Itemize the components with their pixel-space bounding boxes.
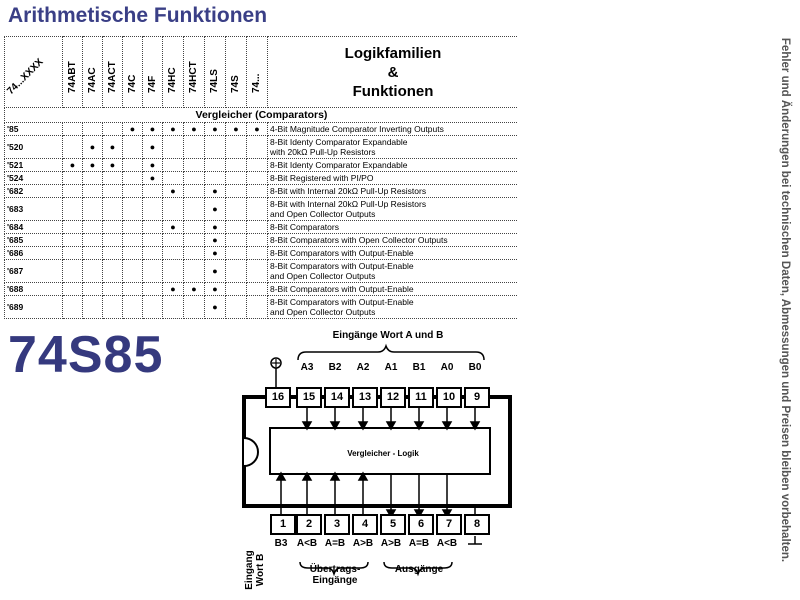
top-group-label: Eingänge Wort A und B	[332, 330, 444, 341]
availability-dot: ●	[205, 185, 226, 198]
availability-dot: ●	[143, 123, 163, 136]
empty-cell	[63, 260, 83, 283]
top-pin-label: A3	[300, 362, 314, 373]
family-header: 74ACT	[103, 37, 123, 108]
empty-cell	[123, 283, 143, 296]
empty-cell	[163, 260, 184, 283]
empty-cell	[123, 247, 143, 260]
empty-cell	[83, 283, 103, 296]
top-pin-label: B1	[412, 362, 426, 373]
bottom-pin-label: B3	[274, 538, 288, 549]
table-row	[5, 296, 519, 319]
availability-dot: ●	[205, 283, 226, 296]
availability-dot: ●	[163, 283, 184, 296]
empty-cell	[63, 172, 83, 185]
top-pin: 12	[380, 387, 406, 408]
part-code: '682	[5, 185, 63, 198]
availability-dot: ●	[63, 159, 83, 172]
part-code: '524	[5, 172, 63, 185]
header-line-2: &	[387, 63, 399, 81]
availability-dot: ●	[143, 159, 163, 172]
part-code: '689	[5, 296, 63, 319]
empty-cell	[163, 136, 184, 159]
bottom-pin: 6	[408, 514, 434, 535]
top-pin-label: B0	[468, 362, 482, 373]
empty-cell	[163, 247, 184, 260]
availability-dot: ●	[143, 136, 163, 159]
empty-cell	[103, 296, 123, 319]
empty-cell	[184, 198, 205, 221]
chip-notch	[244, 438, 258, 466]
empty-cell	[103, 260, 123, 283]
bottom-pin: 2	[296, 514, 322, 535]
empty-cell	[63, 221, 83, 234]
description-line-2: and Open Collector Outputs	[270, 209, 376, 219]
empty-cell	[247, 283, 268, 296]
empty-cell	[123, 159, 143, 172]
empty-cell	[247, 260, 268, 283]
function-description	[268, 283, 519, 296]
empty-cell	[247, 185, 268, 198]
family-header: 74AC	[83, 37, 103, 108]
table-row	[5, 260, 519, 283]
empty-cell	[247, 234, 268, 247]
empty-cell	[163, 159, 184, 172]
empty-cell	[247, 198, 268, 221]
empty-cell	[247, 247, 268, 260]
empty-cell	[83, 296, 103, 319]
availability-dot: ●	[184, 123, 205, 136]
top-pin: 13	[352, 387, 378, 408]
availability-dot: ●	[103, 159, 123, 172]
empty-cell	[226, 296, 247, 319]
description-line-2: and Open Collector Outputs	[270, 307, 376, 317]
description-line-1: 8-Bit with Internal 20kΩ Pull-Up Resistors	[270, 186, 427, 196]
cascade-label-1: Übertrags-	[309, 564, 361, 575]
empty-cell	[184, 185, 205, 198]
part-code: '686	[5, 247, 63, 260]
function-description	[268, 260, 519, 283]
empty-cell	[63, 185, 83, 198]
logic-label: Vergleicher - Logik	[347, 449, 419, 458]
empty-cell	[103, 185, 123, 198]
description-line-1: 8-Bit Comparators with Open Collector Outputs	[270, 235, 448, 245]
table-row	[5, 283, 519, 296]
family-header: 74LS	[205, 37, 226, 108]
part-code: '520	[5, 136, 63, 159]
top-pin-label: A2	[356, 362, 370, 373]
bottom-pin: 5	[380, 514, 406, 535]
table-row	[5, 172, 519, 185]
family-header: 74ABT	[63, 37, 83, 108]
empty-cell	[226, 159, 247, 172]
description-line-1: 8-Bit Comparators with Output-Enable	[270, 297, 414, 307]
description-line-1: 8-Bit Comparators with Output-Enable	[270, 284, 414, 294]
empty-cell	[83, 247, 103, 260]
family-header: 74HCT	[184, 37, 205, 108]
top-pin: 16	[265, 387, 291, 408]
empty-cell	[143, 221, 163, 234]
empty-cell	[123, 185, 143, 198]
description-line-1: 8-Bit Comparators with Output-Enable	[270, 261, 414, 271]
empty-cell	[63, 198, 83, 221]
empty-cell	[63, 296, 83, 319]
bottom-pin-label: A=B	[324, 538, 346, 549]
part-code: '521	[5, 159, 63, 172]
function-description	[268, 123, 519, 136]
ground-symbol	[468, 536, 482, 544]
bottom-pin: 8	[464, 514, 490, 535]
function-header	[268, 37, 519, 108]
table-row	[5, 123, 519, 136]
empty-cell	[226, 221, 247, 234]
availability-dot: ●	[163, 221, 184, 234]
section-title: Vergleicher (Comparators)	[5, 108, 519, 123]
empty-cell	[163, 234, 184, 247]
empty-cell	[103, 283, 123, 296]
empty-cell	[205, 159, 226, 172]
logic-family-table	[4, 36, 518, 326]
empty-cell	[226, 198, 247, 221]
bottom-pin-label: A>B	[352, 538, 374, 549]
empty-cell	[123, 234, 143, 247]
side-disclaimer-text: Fehler und Änderungen bei technischen Daten, Abmessungen und Preisen bleiben vorbehalten.	[779, 37, 791, 563]
empty-cell	[143, 234, 163, 247]
empty-cell	[184, 296, 205, 319]
availability-dot: ●	[205, 198, 226, 221]
availability-dot: ●	[205, 260, 226, 283]
part-code: '684	[5, 221, 63, 234]
bottom-pin-label: A<B	[436, 538, 458, 549]
part-code: '687	[5, 260, 63, 283]
side-disclaimer	[775, 4, 795, 596]
empty-cell	[184, 221, 205, 234]
empty-cell	[184, 234, 205, 247]
empty-cell	[123, 296, 143, 319]
empty-cell	[63, 136, 83, 159]
description-line-1: 8-Bit Comparators with Output-Enable	[270, 248, 414, 258]
empty-cell	[184, 172, 205, 185]
empty-cell	[83, 123, 103, 136]
empty-cell	[103, 221, 123, 234]
empty-cell	[184, 159, 205, 172]
availability-dot: ●	[83, 159, 103, 172]
function-description	[268, 185, 519, 198]
part-code: '688	[5, 283, 63, 296]
empty-cell	[103, 234, 123, 247]
availability-dot: ●	[83, 136, 103, 159]
empty-cell	[143, 283, 163, 296]
empty-cell	[143, 185, 163, 198]
description-line-1: 8-Bit Registered with PI/PO	[270, 173, 374, 183]
empty-cell	[103, 123, 123, 136]
empty-cell	[103, 198, 123, 221]
bottom-pin: 3	[324, 514, 350, 535]
family-header: 74HC	[163, 37, 184, 108]
empty-cell	[103, 247, 123, 260]
empty-cell	[83, 234, 103, 247]
availability-dot: ●	[205, 221, 226, 234]
bottom-pin-label: A=B	[408, 538, 430, 549]
table-row	[5, 159, 519, 172]
part-code: '85	[5, 123, 63, 136]
top-pin-label: A1	[384, 362, 398, 373]
function-description	[268, 247, 519, 260]
function-description	[268, 198, 519, 221]
top-pin-label: A0	[440, 362, 454, 373]
empty-cell	[123, 260, 143, 283]
table-row	[5, 185, 519, 198]
function-description	[268, 159, 519, 172]
family-header: 74C	[123, 37, 143, 108]
function-description	[268, 296, 519, 319]
empty-cell	[63, 283, 83, 296]
table-row	[5, 247, 519, 260]
description-line-2: and Open Collector Outputs	[270, 271, 376, 281]
empty-cell	[83, 260, 103, 283]
header-line-1: Logikfamilien	[344, 44, 442, 62]
availability-dot: ●	[205, 247, 226, 260]
table-row	[5, 221, 519, 234]
top-pin: 11	[408, 387, 434, 408]
empty-cell	[163, 198, 184, 221]
empty-cell	[226, 172, 247, 185]
description-line-1: 4-Bit Magnitude Comparator Inverting Outputs	[270, 124, 444, 134]
empty-cell	[184, 136, 205, 159]
empty-cell	[163, 172, 184, 185]
empty-cell	[123, 198, 143, 221]
bottom-pin: 7	[436, 514, 462, 535]
availability-dot: ●	[123, 123, 143, 136]
table-row	[5, 136, 519, 159]
availability-dot: ●	[143, 172, 163, 185]
empty-cell	[123, 136, 143, 159]
page-title: Arithmetische Funktionen	[8, 4, 268, 27]
empty-cell	[226, 136, 247, 159]
bottom-pin-label: A<B	[296, 538, 318, 549]
availability-dot: ●	[205, 123, 226, 136]
description-line-1: 8-Bit Identy Comparator Expandable	[270, 137, 408, 147]
bottom-pin: 4	[352, 514, 378, 535]
empty-cell	[83, 221, 103, 234]
empty-cell	[247, 172, 268, 185]
top-group-brace	[298, 346, 484, 360]
empty-cell	[205, 136, 226, 159]
availability-dot: ●	[103, 136, 123, 159]
empty-cell	[247, 296, 268, 319]
empty-cell	[143, 260, 163, 283]
description-line-1: 8-Bit Identy Comparator Expandable	[270, 160, 408, 170]
empty-cell	[83, 185, 103, 198]
empty-cell	[226, 234, 247, 247]
empty-cell	[226, 185, 247, 198]
function-description	[268, 136, 519, 159]
availability-dot: ●	[163, 123, 184, 136]
availability-dot: ●	[247, 123, 268, 136]
empty-cell	[123, 221, 143, 234]
empty-cell	[205, 172, 226, 185]
part-number: 74S85	[8, 326, 164, 384]
family-header: 74...	[247, 37, 268, 108]
availability-dot: ●	[226, 123, 247, 136]
empty-cell	[247, 136, 268, 159]
empty-cell	[184, 260, 205, 283]
empty-cell	[247, 159, 268, 172]
empty-cell	[123, 172, 143, 185]
function-description	[268, 172, 519, 185]
pinout-diagram	[228, 330, 528, 598]
empty-cell	[83, 172, 103, 185]
description-line-1: 8-Bit Comparators	[270, 222, 339, 232]
empty-cell	[143, 198, 163, 221]
bottom-pin: 1	[270, 514, 296, 535]
empty-cell	[143, 247, 163, 260]
availability-dot: ●	[205, 234, 226, 247]
empty-cell	[63, 123, 83, 136]
bottom-pin-label: A>B	[380, 538, 402, 549]
empty-cell	[103, 172, 123, 185]
corner-header: 74...XXXX	[5, 37, 63, 108]
empty-cell	[163, 296, 184, 319]
left-group-label: Eingang Wort B	[244, 550, 266, 590]
empty-cell	[83, 198, 103, 221]
empty-cell	[143, 296, 163, 319]
description-line-1: 8-Bit with Internal 20kΩ Pull-Up Resistors	[270, 199, 427, 209]
part-code: '683	[5, 198, 63, 221]
function-description	[268, 234, 519, 247]
empty-cell	[226, 247, 247, 260]
top-pin: 14	[324, 387, 350, 408]
availability-dot: ●	[184, 283, 205, 296]
table-row	[5, 198, 519, 221]
empty-cell	[184, 247, 205, 260]
section-row	[5, 108, 519, 123]
header-line-3: Funktionen	[352, 82, 434, 100]
description-line-2: with 20kΩ Pull-Up Resistors	[270, 147, 376, 157]
family-header: 74S	[226, 37, 247, 108]
top-pin: 9	[464, 387, 490, 408]
part-code: '685	[5, 234, 63, 247]
empty-cell	[226, 260, 247, 283]
family-header: 74F	[143, 37, 163, 108]
empty-cell	[63, 247, 83, 260]
table-header-row	[5, 37, 519, 108]
empty-cell	[226, 283, 247, 296]
availability-dot: ●	[163, 185, 184, 198]
cascade-label-2: Eingänge	[312, 575, 358, 586]
table-row	[5, 234, 519, 247]
empty-cell	[247, 221, 268, 234]
top-pin: 10	[436, 387, 462, 408]
availability-dot: ●	[205, 296, 226, 319]
function-description	[268, 221, 519, 234]
top-pin-label: B2	[328, 362, 342, 373]
empty-cell	[63, 234, 83, 247]
top-pin: 15	[296, 387, 322, 408]
outputs-label: Ausgänge	[394, 564, 444, 575]
